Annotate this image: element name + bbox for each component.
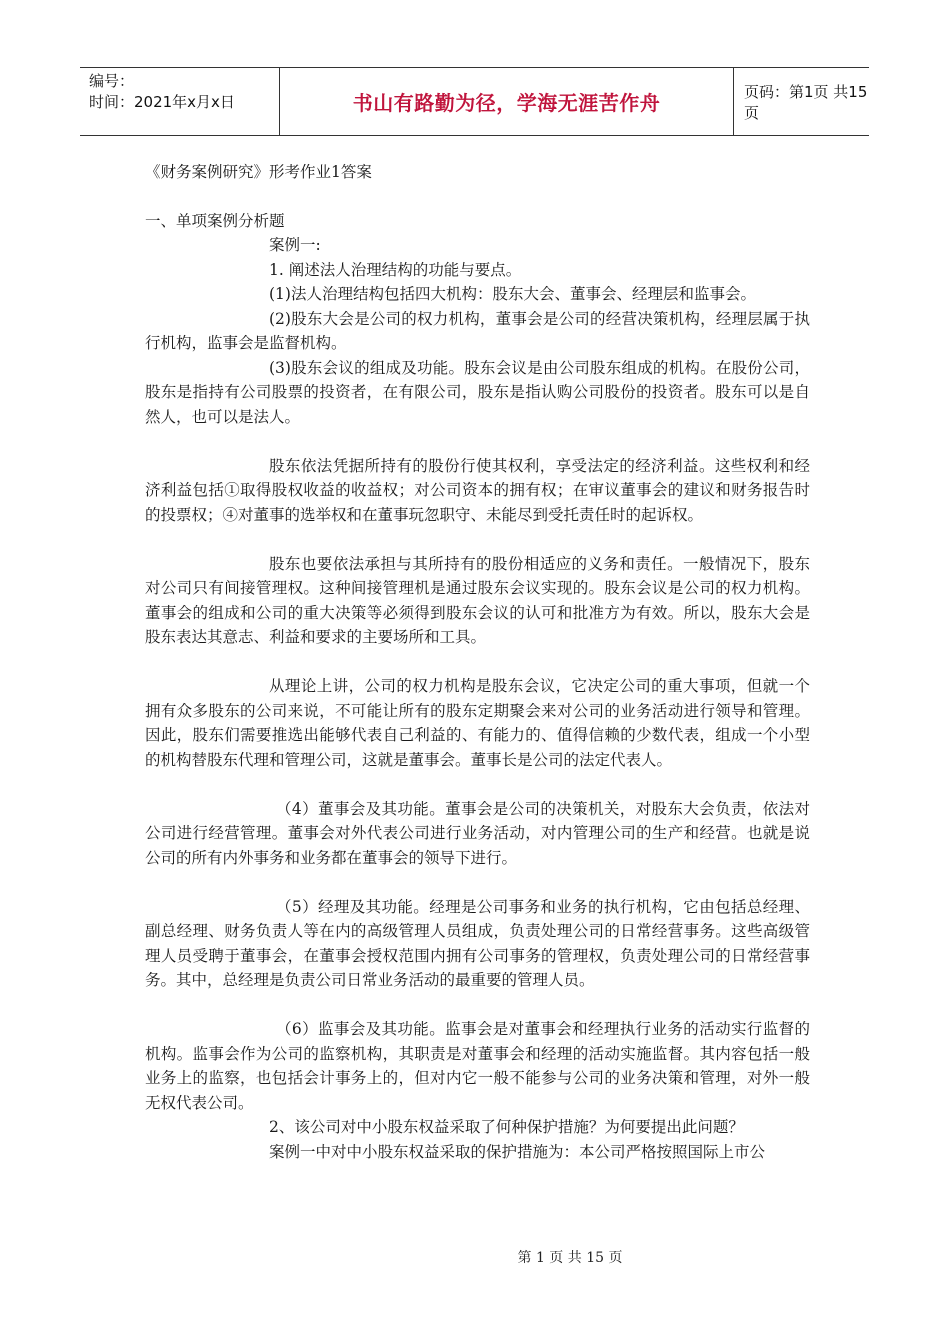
case-label: 案例一: — [269, 236, 321, 254]
header-motto: 书山有路勤为径，学海无涯苦作舟 — [280, 68, 734, 135]
document-number-label: 编号： — [89, 72, 135, 90]
document-time-label: 时间：2021年x月x日 — [89, 93, 235, 111]
paragraph-10: 案例一中对中小股东权益采取的保护措施为：本公司严格按照国际上市公 — [269, 1142, 766, 1161]
section-heading: 一、单项案例分析题 — [145, 211, 285, 230]
paragraph-8: （5）经理及其功能。经理是公司事务和业务的执行机构，它由包括总经理、副总经理、财务负责人等在内的高级管理人员组成，负责处理公司的日常经营事务。这些高级管理人员受聘于董事会，在董事会授权范围内拥有公司事务的管理权，负责处理公司的日常经营事务。其中，总经理是负责公司日常业务活动的最重要的管理人员。 — [145, 897, 810, 989]
paragraph-6: 从理论上讲，公司的权力机构是股东会议，它决定公司的重大事项，但就一个拥有众多股东的公司来说，不可能让所有的股东定期聚会来对公司的业务活动进行领导和管理。因此，股东们需要推选出能够代表自己利益的、有能力的、值得信赖的少数代表，组成一个小型的机构替股东代理和管理公司，这就是董事会。董事长是公司的法定代表人。 — [145, 677, 810, 769]
header-meta — [80, 68, 280, 135]
paragraph-1: (1)法人治理结构包括四大机构：股东大会、董事会、经理层和监事会。 — [269, 285, 756, 303]
paragraph-7: （4）董事会及其功能。董事会是公司的决策机关，对股东大会负责，依法对公司进行经营管理。董事会对外代表公司进行业务活动，对内管理公司的生产和经营。也就是说公司的所有内外事务和业务都在董事会的领导下进行。 — [145, 799, 810, 867]
paragraph-3: (3)股东会议的组成及功能。股东会议是由公司股东组成的机构。在股份公司，股东是指持有公司股票的投资者，在有限公司，股东是指认购公司股份的投资者。股东可以是自然人，也可以是法人。 — [145, 358, 810, 426]
question-1: 1. 阐述法人治理结构的功能与要点。 — [269, 260, 522, 279]
document-title: 《财务案例研究》形考作业1答案 — [145, 163, 372, 181]
paragraph-5: 股东也要依法承担与其所持有的股份相适应的义务和责任。一般情况下，股东对公司只有间接管理权。这种间接管理机是通过股东会议实现的。股东会议是公司的权力机构。董事会的组成和公司的重大决策等必须得到股东会议的认可和批准方为有效。所以，股东大会是股东表达其意志、利益和要求的主要场所和工具。 — [145, 554, 810, 646]
header-page-info: 页码：第1页 共15页 — [744, 82, 868, 122]
paragraph-4: 股东依法凭据所持有的股份行使其权利，享受法定的经济利益。这些权利和经济利益包括①取得股权收益的收益权；对公司资本的拥有权；在审议董事会的建议和财务报告时的投票权；④对董事的选举权和在董事玩忽职守、未能尽到受托责任时的起诉权。 — [145, 456, 810, 524]
header-table — [80, 67, 869, 136]
page-footer: 第 1 页 共 15 页 — [517, 1250, 623, 1266]
document-body — [145, 160, 810, 1164]
paragraph-2: (2)股东大会是公司的权力机构，董事会是公司的经营决策机构，经理层属于执行机构，监事会是监督机构。 — [145, 309, 810, 352]
question-2: 2、该公司对中小股东权益采取了何种保护措施？为何要提出此问题？ — [269, 1118, 744, 1136]
paragraph-9: （6）监事会及其功能。监事会是对董事会和经理执行业务的活动实行监督的机构。监事会作为公司的监察机构，其职责是对董事会和经理的活动实施监督。其内容包括一般业务上的监察，也包括会计事务上的，但对内它一般不能参与公司的业务决策和管理，对外一般无权代表公司。 — [145, 1020, 810, 1112]
